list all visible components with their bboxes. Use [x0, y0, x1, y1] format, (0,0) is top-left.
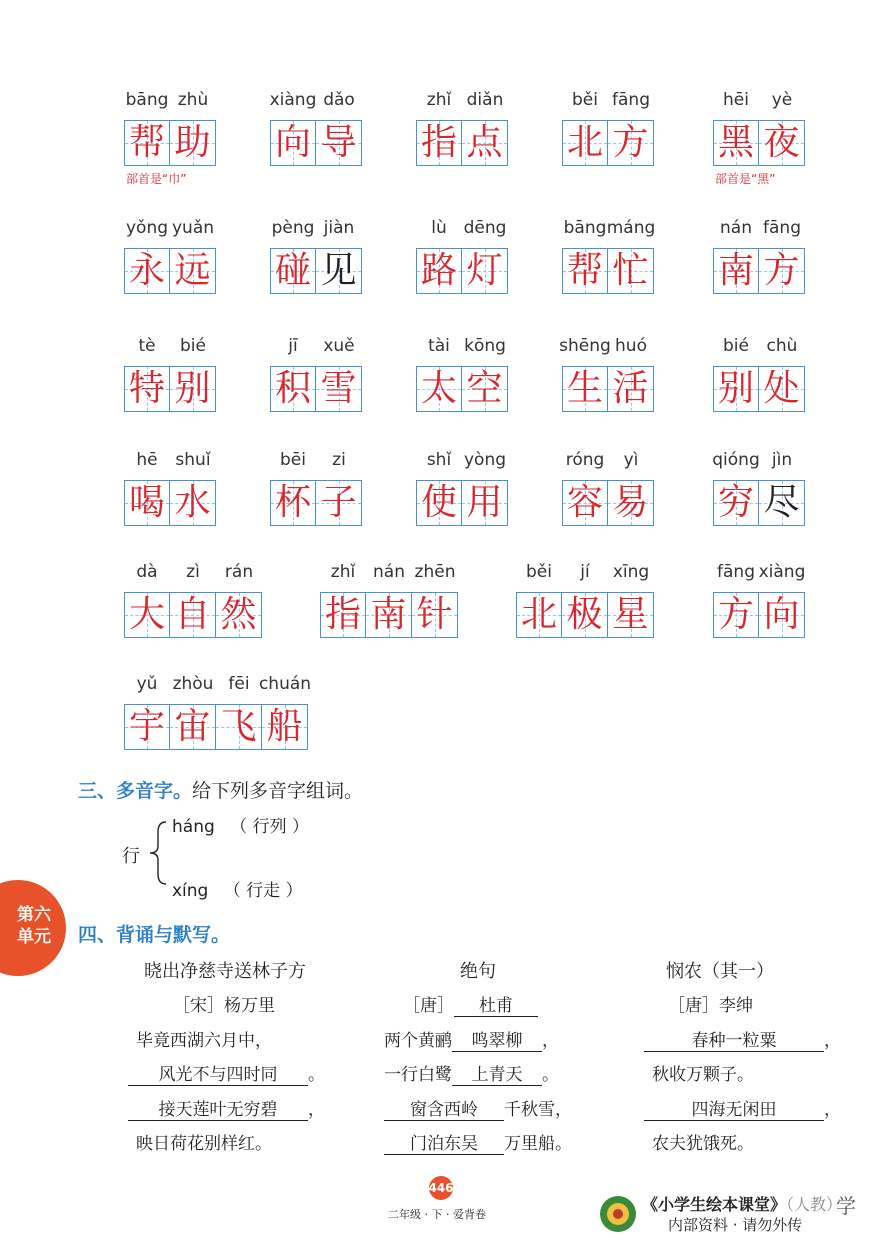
fill-blank: 窗含西岭 — [384, 1095, 504, 1121]
tianzige-boxes — [270, 120, 362, 166]
tianzige-cell — [416, 480, 462, 526]
hanzi-char: 积 — [274, 368, 311, 409]
fill-blank: 春种一粒粟 — [644, 1026, 824, 1052]
hanzi-char: 极 — [566, 594, 603, 635]
watermark-text: 学 — [836, 1194, 856, 1218]
hanzi-char: 别 — [174, 368, 211, 409]
hanzi-char: 易 — [612, 482, 649, 523]
tianzige-cell — [416, 248, 462, 294]
poem-line — [128, 1026, 272, 1051]
pinyin-syllable: yòng — [463, 450, 507, 470]
poem-line — [128, 1129, 272, 1154]
tianzige-cell — [562, 120, 608, 166]
tianzige-cell — [124, 704, 170, 750]
hanzi-char: 水 — [174, 482, 211, 523]
pinyin-syllable: bāng — [125, 90, 169, 110]
hanzi-char: 宙 — [174, 706, 211, 747]
hanzi-char: 针 — [416, 594, 453, 635]
reading-2-pinyin: xíng — [172, 881, 209, 901]
tianzige-boxes — [124, 248, 216, 294]
tianzige-boxes — [713, 480, 805, 526]
tianzige-boxes — [124, 704, 308, 750]
hanzi-char: 夜 — [763, 122, 800, 163]
pinyin-syllable: lù — [431, 218, 447, 238]
hanzi-char: 然 — [220, 594, 257, 635]
tianzige-cell — [124, 480, 170, 526]
hanzi-char: 特 — [128, 368, 165, 409]
tianzige-cell — [713, 120, 759, 166]
tianzige-cell — [366, 592, 412, 638]
line-text: 毕竟西湖六月中， — [136, 1031, 272, 1051]
hanzi-char: 用 — [466, 482, 503, 523]
hanzi-char: 助 — [174, 122, 211, 163]
hanzi-char: 忙 — [612, 250, 649, 291]
line-text: 两个黄鹂 — [384, 1031, 452, 1051]
author-prefix: ［唐］ — [403, 996, 454, 1016]
fill-blank: 风光不与四时同 — [128, 1060, 308, 1086]
tianzige-cell — [170, 704, 216, 750]
tianzige-cell — [416, 120, 462, 166]
pinyin-syllable: shǐ — [426, 450, 452, 470]
hanzi-char: 杯 — [274, 482, 311, 523]
hanzi-char: 远 — [174, 250, 211, 291]
line-text: 映日荷花别样红。 — [136, 1134, 272, 1154]
tianzige-cell — [608, 480, 654, 526]
tianzige-cell — [759, 120, 805, 166]
tianzige-cell — [216, 592, 262, 638]
tianzige-cell — [124, 248, 170, 294]
pinyin-syllable: dǎo — [323, 90, 355, 110]
pinyin-syllable: zi — [332, 450, 346, 470]
line-text: 一行白鹭 — [384, 1065, 452, 1085]
tianzige-cell — [270, 366, 316, 412]
poem-line — [644, 1095, 841, 1121]
line-punct: 。 — [542, 1065, 559, 1085]
poem-author — [668, 991, 753, 1016]
hanzi-char: 路 — [420, 250, 457, 291]
hanzi-char: 容 — [566, 482, 603, 523]
tianzige-cell — [759, 592, 805, 638]
fill-blank: 门泊东吴 — [384, 1129, 504, 1155]
pinyin-syllable: zhù — [177, 90, 209, 110]
tianzige-cell — [170, 480, 216, 526]
tianzige-cell — [216, 704, 262, 750]
tianzige-boxes — [562, 120, 654, 166]
tianzige-cell — [316, 248, 362, 294]
hanzi-char: 生 — [566, 368, 603, 409]
hanzi-char: 大 — [128, 594, 165, 635]
pinyin-syllable: dà — [136, 562, 158, 582]
tianzige-boxes — [416, 120, 508, 166]
pinyin-syllable: xuě — [323, 336, 355, 356]
pinyin-syllable: qióng — [712, 450, 760, 470]
pinyin-syllable: xīng — [612, 562, 650, 582]
tianzige-boxes — [713, 592, 805, 638]
tianzige-cell — [416, 366, 462, 412]
pinyin-syllable: yuǎn — [171, 218, 215, 238]
tianzige-cell — [608, 592, 654, 638]
poem-line — [384, 1095, 572, 1121]
unit-tab — [0, 880, 66, 976]
line-punct: 。 — [308, 1065, 325, 1085]
poem-line — [384, 1129, 572, 1155]
unit-tab-line2: 单元 — [17, 927, 51, 947]
hanzi-char: 使 — [420, 482, 457, 523]
fill-blank: 上青天 — [452, 1060, 542, 1086]
tianzige-cell — [270, 480, 316, 526]
tianzige-boxes — [562, 366, 654, 412]
poem-line — [644, 1060, 754, 1085]
tianzige-cell — [316, 480, 362, 526]
tianzige-boxes — [124, 592, 262, 638]
tianzige-cell — [462, 366, 508, 412]
hanzi-char: 永 — [128, 250, 165, 291]
hanzi-char: 黑 — [717, 122, 754, 163]
hanzi-char: 帮 — [128, 122, 165, 163]
tianzige-cell — [713, 480, 759, 526]
hanzi-char: 别 — [717, 368, 754, 409]
hanzi-char: 尽 — [763, 482, 800, 523]
pinyin-syllable: diǎn — [466, 90, 504, 110]
tianzige-boxes — [713, 120, 805, 166]
tianzige-boxes — [516, 592, 654, 638]
tianzige-cell — [170, 120, 216, 166]
line-text: 秋收万颗子。 — [652, 1065, 754, 1085]
tianzige-boxes — [416, 248, 508, 294]
hanzi-char: 方 — [612, 122, 649, 163]
hanzi-char: 帮 — [566, 250, 603, 291]
poem-author — [173, 991, 275, 1016]
fill-blank: 鸣翠柳 — [452, 1026, 542, 1052]
pinyin-syllable: chù — [766, 336, 798, 356]
hanzi-char: 子 — [320, 482, 357, 523]
tianzige-boxes — [713, 248, 805, 294]
reading-2-word: （ 行走 ） — [223, 881, 303, 901]
poem-title: 绝句 — [460, 961, 496, 982]
tianzige-boxes — [124, 366, 216, 412]
hanzi-char: 北 — [520, 594, 557, 635]
hanzi-char: 星 — [612, 594, 649, 635]
pinyin-syllable: fāng — [717, 562, 755, 582]
pinyin-syllable: pèng — [271, 218, 315, 238]
tianzige-boxes — [416, 366, 508, 412]
fill-blank: 四海无闲田 — [644, 1095, 824, 1121]
pinyin-syllable: bēi — [280, 450, 306, 470]
line-punct: 万里船。 — [504, 1134, 572, 1154]
poem-line — [644, 1129, 754, 1154]
pinyin-syllable: huó — [615, 336, 647, 356]
section-3-heading — [78, 776, 363, 803]
hanzi-char: 见 — [320, 250, 357, 291]
hanzi-char: 向 — [763, 594, 800, 635]
pinyin-syllable: jìn — [771, 450, 793, 470]
pinyin-syllable: nán — [720, 218, 752, 238]
tianzige-cell — [124, 592, 170, 638]
pinyin-syllable: hē — [136, 450, 158, 470]
pinyin-syllable: kōng — [464, 336, 506, 356]
poem-title: 悯农（其一） — [666, 961, 774, 982]
hanzi-char: 方 — [763, 250, 800, 291]
poem-author — [403, 991, 538, 1017]
tianzige-cell — [608, 366, 654, 412]
pinyin-syllable: rán — [224, 562, 254, 582]
author-prefix: ［宋］杨万里 — [173, 996, 275, 1016]
line-punct: ， — [824, 1031, 841, 1051]
pinyin-syllable: bié — [723, 336, 749, 356]
tianzige-cell — [320, 592, 366, 638]
reading-2 — [172, 876, 303, 901]
hanzi-char: 指 — [324, 594, 361, 635]
tianzige-cell — [170, 366, 216, 412]
pinyin-syllable: hēi — [723, 90, 749, 110]
tianzige-cell — [516, 592, 562, 638]
hanzi-char: 南 — [717, 250, 754, 291]
pinyin-syllable: yǒng — [125, 218, 169, 238]
pinyin-syllable: zhǐ — [426, 90, 452, 110]
tianzige-cell — [462, 480, 508, 526]
tianzige-boxes — [562, 248, 654, 294]
hanzi-char: 向 — [274, 122, 311, 163]
pinyin-syllable: běi — [526, 562, 552, 582]
pinyin-syllable: yǔ — [136, 674, 158, 694]
pinyin-syllable: zì — [186, 562, 200, 582]
line-punct: ， — [542, 1031, 559, 1051]
hanzi-char: 点 — [466, 122, 503, 163]
pinyin-syllable: tài — [428, 336, 450, 356]
pinyin-syllable: jí — [580, 562, 590, 582]
pinyin-syllable: yì — [623, 450, 639, 470]
tianzige-boxes — [124, 480, 216, 526]
tianzige-cell — [270, 120, 316, 166]
pinyin-syllable: běi — [572, 90, 598, 110]
hanzi-char: 活 — [612, 368, 649, 409]
tianzige-cell — [713, 366, 759, 412]
tianzige-cell — [608, 248, 654, 294]
pinyin-syllable: zhòu — [172, 674, 214, 694]
author-prefix: ［唐］李绅 — [668, 996, 753, 1016]
radical-note: 部首是“巾” — [126, 172, 187, 186]
pinyin-syllable: zhēn — [414, 562, 456, 582]
tianzige-boxes — [416, 480, 508, 526]
pinyin-syllable: zhǐ — [330, 562, 356, 582]
section-3-instruction: 给下列多音字组词。 — [192, 780, 364, 802]
tianzige-boxes — [713, 366, 805, 412]
reading-1 — [172, 812, 309, 837]
line-punct: ， — [308, 1100, 325, 1120]
tianzige-cell — [124, 120, 170, 166]
hanzi-char: 宇 — [128, 706, 165, 747]
pinyin-syllable: fāng — [763, 218, 801, 238]
line-punct: 千秋雪， — [504, 1100, 572, 1120]
tianzige-cell — [316, 120, 362, 166]
tianzige-cell — [562, 592, 608, 638]
hanzi-char: 碰 — [274, 250, 311, 291]
reading-1-pinyin: háng — [172, 817, 215, 837]
poem-line — [384, 1060, 559, 1086]
brand-suffix: （人教） — [786, 1195, 843, 1214]
hanzi-char: 导 — [320, 122, 357, 163]
hanzi-char: 指 — [420, 122, 457, 163]
pinyin-syllable: jiàn — [323, 218, 355, 238]
brand-label — [642, 1192, 842, 1215]
tianzige-boxes — [270, 366, 362, 412]
pinyin-syllable: shēng — [559, 336, 611, 356]
pinyin-syllable: róng — [565, 450, 605, 470]
poem-title: 晓出净慈寺送林子方 — [144, 961, 306, 982]
poem-line — [128, 1060, 325, 1086]
pinyin-syllable: fāng — [612, 90, 650, 110]
hanzi-char: 穷 — [717, 482, 754, 523]
grade-label: 二年级 · 下 · 爱背卷 — [388, 1208, 486, 1221]
tianzige-cell — [462, 120, 508, 166]
hanzi-char: 处 — [763, 368, 800, 409]
hanzi-char: 飞 — [220, 706, 257, 747]
tianzige-boxes — [320, 592, 458, 638]
line-text: 农夫犹饿死。 — [652, 1134, 754, 1154]
tianzige-cell — [316, 366, 362, 412]
pinyin-syllable: shuǐ — [175, 450, 211, 470]
brace-icon — [146, 818, 170, 888]
tianzige-cell — [608, 120, 654, 166]
polyphone-char: 行 — [122, 846, 140, 867]
radical-note: 部首是“黑” — [715, 172, 776, 186]
tianzige-boxes — [124, 120, 216, 166]
pinyin-syllable: bāng — [563, 218, 607, 238]
pinyin-syllable: yè — [771, 90, 793, 110]
school-logo-icon — [598, 1194, 638, 1234]
line-punct: ， — [824, 1100, 841, 1120]
section-3-title: 三、多音字。 — [78, 780, 193, 802]
poem-line — [644, 1026, 841, 1052]
pinyin-syllable: xiàng — [269, 90, 317, 110]
pinyin-syllable: tè — [138, 336, 156, 356]
tianzige-cell — [124, 366, 170, 412]
hanzi-char: 南 — [370, 594, 407, 635]
pinyin-syllable: bié — [180, 336, 206, 356]
pinyin-syllable: máng — [606, 218, 656, 238]
pinyin-syllable: xiàng — [758, 562, 806, 582]
hanzi-char: 自 — [174, 594, 211, 635]
tianzige-boxes — [270, 480, 362, 526]
pinyin-syllable: fēi — [228, 674, 250, 694]
tianzige-cell — [170, 248, 216, 294]
tianzige-boxes — [270, 248, 362, 294]
section-4-title: 四、背诵与默写。 — [78, 924, 231, 946]
tianzige-cell — [562, 366, 608, 412]
pinyin-syllable: nán — [373, 562, 405, 582]
hanzi-char: 空 — [466, 368, 503, 409]
tianzige-cell — [713, 592, 759, 638]
poem-line — [128, 1095, 325, 1121]
hanzi-char: 方 — [717, 594, 754, 635]
poem-line — [384, 1026, 559, 1052]
tianzige-cell — [262, 704, 308, 750]
hanzi-char: 船 — [266, 706, 303, 747]
pinyin-syllable: chuán — [258, 674, 312, 694]
author-blank: 杜甫 — [454, 991, 538, 1017]
tianzige-cell — [759, 248, 805, 294]
tianzige-cell — [562, 248, 608, 294]
pinyin-syllable: dēng — [463, 218, 507, 238]
hanzi-char: 北 — [566, 122, 603, 163]
fill-blank: 接天莲叶无穷碧 — [128, 1095, 308, 1121]
brand-title: 《小学生绘本课堂》 — [642, 1195, 787, 1214]
unit-tab-line1: 第六 — [17, 905, 51, 925]
tianzige-cell — [412, 592, 458, 638]
tianzige-cell — [462, 248, 508, 294]
tianzige-cell — [170, 592, 216, 638]
tianzige-boxes — [562, 480, 654, 526]
tianzige-cell — [759, 480, 805, 526]
hanzi-char: 太 — [420, 368, 457, 409]
tianzige-cell — [270, 248, 316, 294]
pinyin-syllable: jī — [288, 336, 298, 356]
hanzi-char: 灯 — [466, 250, 503, 291]
page-number: 446 — [428, 1181, 454, 1195]
hanzi-char: 喝 — [128, 482, 165, 523]
reading-1-word: （ 行列 ） — [230, 817, 309, 837]
hanzi-char: 雪 — [320, 368, 357, 409]
tianzige-cell — [562, 480, 608, 526]
notice-label: 内部资料 · 请勿外传 — [668, 1216, 803, 1234]
tianzige-cell — [759, 366, 805, 412]
tianzige-cell — [713, 248, 759, 294]
